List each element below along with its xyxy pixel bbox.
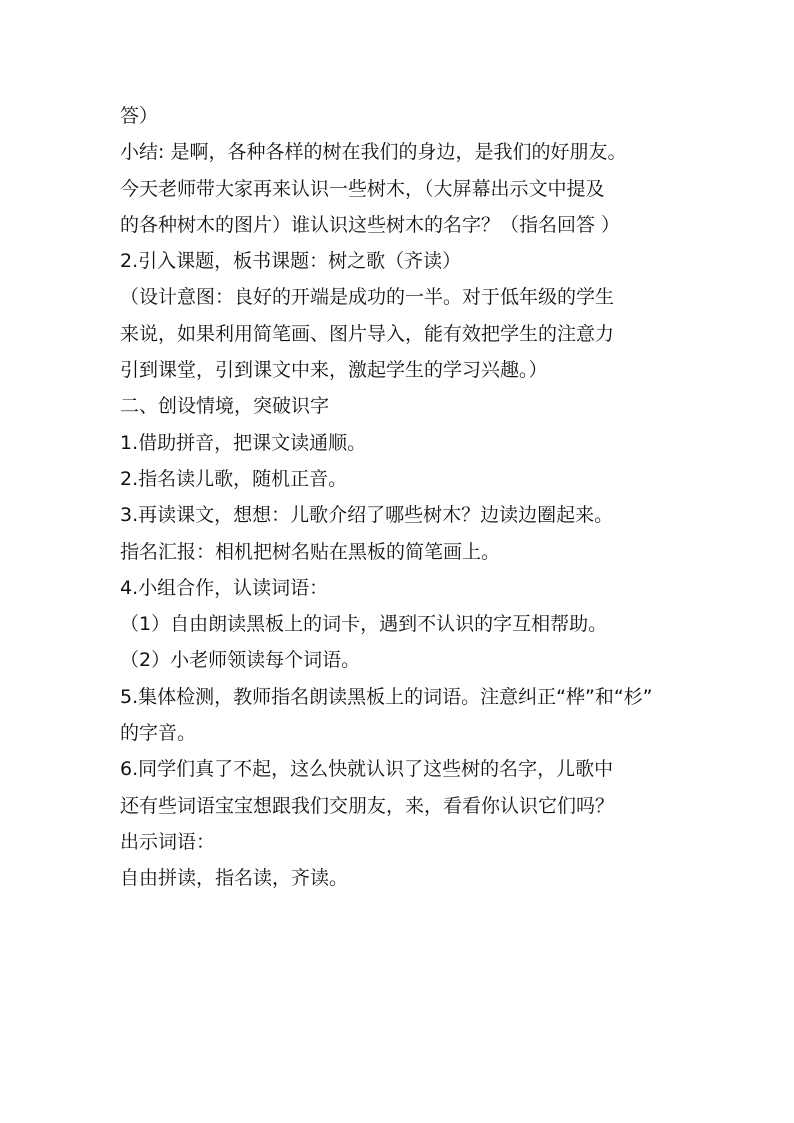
section-heading: 二、创设情境，突破识字 <box>120 395 330 418</box>
text-line: 答） <box>120 105 159 127</box>
text-line: （设计意图：良好的开端是成功的一半。对于低年级的学生 <box>120 286 615 309</box>
text-line: 出示词语： <box>120 830 216 853</box>
text-line: 还有些词语宝宝想跟我们交朋友，来，看看你认识它们吗？ <box>120 794 615 817</box>
text-line: 今天老师带大家再来认识一些树木，（大屏幕出示文中提及 <box>120 177 605 200</box>
text-line: 1.借助拼音，把课文读通顺。 <box>120 431 367 454</box>
document-body <box>120 98 680 897</box>
text-line: 的字音。 <box>120 722 197 745</box>
text-line: 来说，如果利用简笔画、图片导入，能有效把学生的注意力 <box>120 322 615 345</box>
text-line: 4.小组合作，认读词语： <box>120 576 329 599</box>
text-line: 小结: 是啊，各种各样的树在我们的身边，是我们的好朋友。 <box>120 141 627 164</box>
text-line: 2.指名读儿歌，随机正音。 <box>120 467 348 490</box>
text-line: 自由拼读，指名读，齐读。 <box>120 867 349 890</box>
text-line: 指名汇报：相机把树名贴在黑板的简笔画上。 <box>120 540 501 563</box>
text-line: 引到课堂，引到课文中来，激起学生的学习兴趣。） <box>120 359 548 382</box>
text-line: 6.同学们真了不起，这么快就认识了这些树的名字，儿歌中 <box>120 758 614 781</box>
text-line: （1）自由朗读黑板上的词卡，遇到不认识的字互相帮助。 <box>120 613 608 636</box>
text-line: 5.集体检测，教师指名朗读黑板上的词语。注意纠正“桦”和“杉” <box>120 685 653 708</box>
text-line: 2.引入课题，板书课题：树之歌（齐读） <box>120 250 462 273</box>
text-line: （2）小老师领读每个词语。 <box>120 649 361 672</box>
text-line: 3.再读课文，想想：儿歌介绍了哪些树木？边读边圈起来。 <box>120 504 614 527</box>
text-line: 的各种树木的图片）谁认识这些树木的名字？（指名回答 ） <box>120 213 621 236</box>
